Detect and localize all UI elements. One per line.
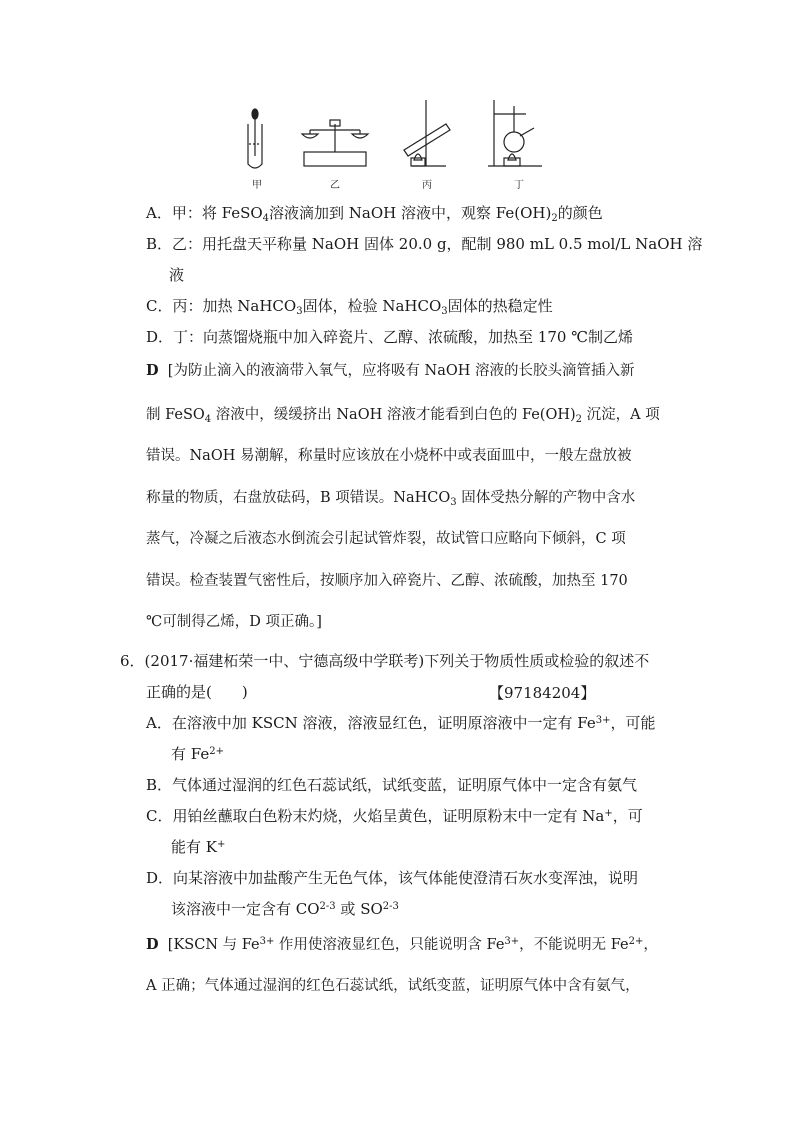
q6-option-a: A．在溶液中加 KSCN 溶液，溶液显红色，证明原溶液中一定有 $Fe^{3+}$，可能 — [146, 714, 656, 732]
q6-stem-line-1: 6．(2017·福建柘荣一中、宁德高级中学联考)下列关于物质性质或检验的叙述不 — [120, 652, 650, 670]
q6-option-a-cont: 有 $Fe^{2+}$ — [171, 745, 224, 763]
distillation-flask-icon — [488, 100, 542, 166]
q6-stem-line-2: 正确的是( ) — [146, 683, 248, 701]
q5-answer-line-2: 制 FeSO$_4$ 溶液中，缓缓挤出 NaOH 溶液才能看到白色的 $Fe(OH)_2$ 沉淀，A 项 — [146, 407, 660, 425]
question-reference-code: 【97184204】 — [489, 684, 596, 702]
q6-option-c: C．用铂丝蘸取白色粉末灼烧，火焰呈黄色，证明原粉末中一定有 Na+，可 — [146, 807, 643, 825]
q5-option-c: C．丙：加热 NaHCO$_3$固体，检验 NaHCO$_3$固体的热稳定性 — [146, 297, 553, 317]
q5-answer-line-7: ℃可制得乙烯，D 项正确。] — [146, 614, 322, 630]
q5-option-a: A．甲：将 FeSO$_4$溶液滴加到 NaOH 溶液中，观察 $Fe(OH)_2$的颜色 — [146, 204, 603, 224]
q5-answer-line-5: 蒸气，冷凝之后液态水倒流会引起试管炸裂，故试管口应略向下倾斜，C 项 — [146, 531, 626, 547]
q6-option-b: B．气体通过湿润的红色石蕊试纸，试纸变蓝，证明原气体中一定含有氨气 — [146, 776, 638, 794]
q5-answer-line-3: 错误。NaOH 易潮解，称量时应该放在小烧杯中或表面皿中，一般左盘放被 — [146, 448, 632, 464]
q6-option-d-cont: 该溶液中一定含有 CO$^{2-3}$ 或 SO$^{2-3}$ — [171, 900, 399, 918]
apparatus-figure — [236, 94, 556, 194]
q5-answer-line-4: 称量的物质，右盘放砝码，B 项错误。NaHCO$_3$ 固体受热分解的产物中含水 — [146, 490, 636, 508]
heating-tube-icon — [404, 100, 450, 166]
figure-label-yi: 乙 — [330, 180, 340, 191]
apparatus-drawing — [236, 94, 556, 174]
q6-option-c-cont: 能有 K+ — [171, 838, 226, 856]
q6-option-d: D．向某溶液中加盐酸产生无色气体，该气体能使澄清石灰水变浑浊，说明 — [146, 869, 639, 887]
q5-option-b-cont: 液 — [169, 266, 185, 284]
q5-answer-line-6: 错误。检查装置气密性后，按顺序加入碎瓷片、乙醇、浓硫酸，加热至 170 — [146, 573, 628, 589]
q5-answer-line-1: D [为防止滴入的液滴带入氧气，应将吸有 NaOH 溶液的长胶头滴管插入新 — [146, 362, 635, 379]
figure-label-ding: 丁 — [514, 180, 524, 191]
q5-option-d: D．丁：向蒸馏烧瓶中加入碎瓷片、乙醇、浓硫酸，加热至 170 ℃制乙烯 — [146, 328, 633, 346]
figure-label-bing: 丙 — [422, 180, 432, 191]
q5-option-b: B．乙：用托盘天平称量 NaOH 固体 20.0 g，配制 980 mL 0.5 mol/L NaOH 溶 — [146, 235, 703, 253]
test-tube-dropper-icon — [248, 109, 262, 168]
balance-icon — [302, 120, 368, 166]
q6-answer-line-2: A 正确；气体通过湿润的红色石蕊试纸，试纸变蓝，证明原气体中含有氨气， — [146, 978, 640, 994]
q6-answer-line-1: D [KSCN 与 $Fe^{3+}$ 作用使溶液显红色，只能说明含 $Fe^{3+}$，不能说明无 $Fe^{2+}$， — [146, 936, 658, 953]
figure-label-jia: 甲 — [252, 180, 262, 191]
